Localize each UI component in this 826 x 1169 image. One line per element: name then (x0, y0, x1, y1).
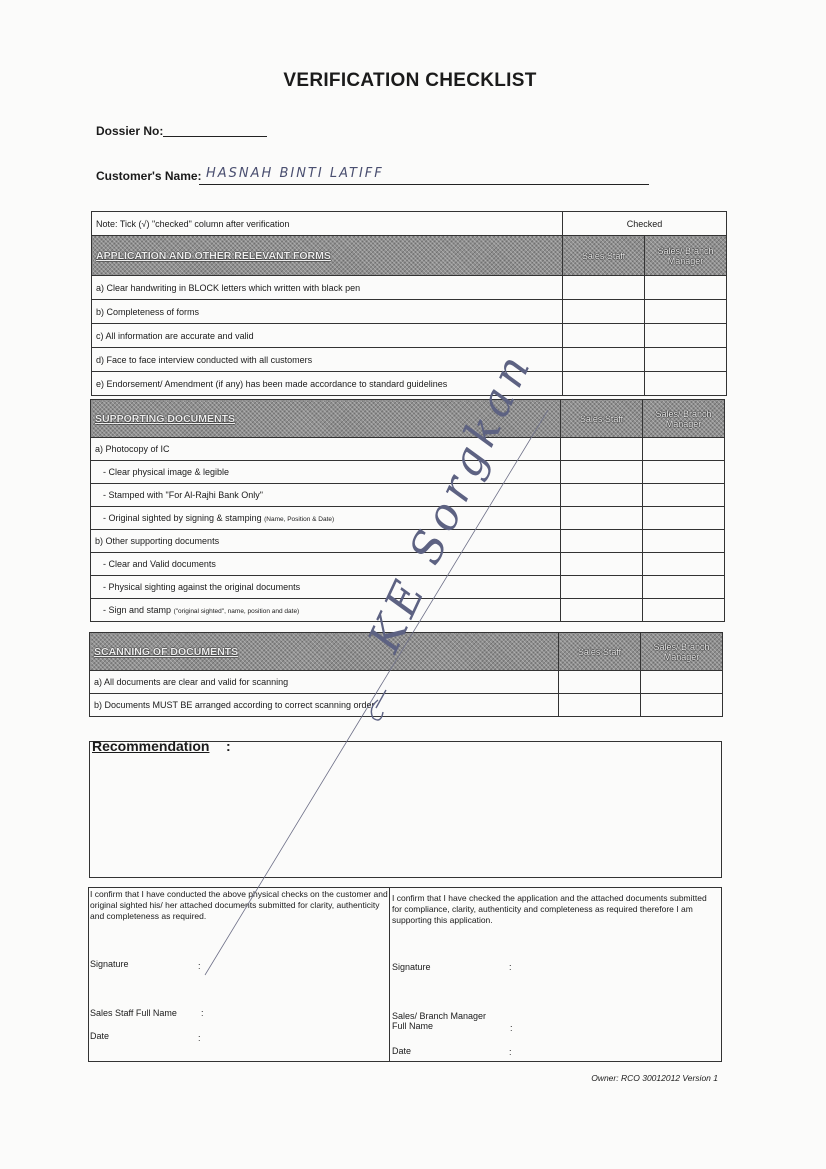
col-sales-manager: Sales/ Branch Manager (643, 400, 725, 438)
section-title-scanning: SCANNING OF DOCUMENTS (90, 633, 559, 671)
checklist-subitem: - Physical sighting against the original documents (91, 576, 561, 599)
dossier-label: Dossier No: (96, 124, 164, 138)
manager-signature-field[interactable]: : (509, 962, 512, 972)
col-sales-staff: Sales Staff (559, 633, 641, 671)
checklist-item: a) Clear handwriting in BLOCK letters which written with black pen (92, 276, 563, 300)
checklist-subitem-note: (Name, Position & Date) (264, 516, 335, 523)
checklist-subitem: - Clear physical image & legible (91, 461, 561, 484)
sales-staff-date-field[interactable]: : (198, 1033, 201, 1043)
recommendation-label: Recommendation (92, 738, 210, 754)
manager-date-label: Date (392, 1046, 412, 1056)
sales-staff-date-label: Date (90, 1031, 110, 1041)
sales-staff-name-field[interactable]: : (201, 1008, 204, 1018)
section-title-application: APPLICATION AND OTHER RELEVANT FORMS (92, 236, 563, 276)
customer-name-label: Customer's Name: (96, 169, 202, 183)
pen-stroke-letter (371, 690, 386, 720)
pen-stroke-line (205, 410, 548, 975)
checklist-item: b) Other supporting documents (91, 530, 561, 553)
sales-staff-confirmation: I confirm that I have conducted the above physical checks on the customer and original sighted his/ her attached documents submitted for clarity, authenticity and completeness as required. (90, 889, 388, 921)
section-title-supporting: SUPPORTING DOCUMENTS (91, 400, 561, 438)
customer-name-value[interactable]: HASNAH BINTI LATIFF (206, 166, 384, 181)
manager-name-label: Sales/ Branch Manager Full Name (392, 1011, 487, 1031)
checklist-subitem: - Stamped with "For Al-Rajhi Bank Only" (91, 484, 561, 507)
sales-staff-signature-field[interactable]: : (198, 961, 201, 971)
manager-confirmation: I confirm that I have checked the application and the attached documents submitted for compliance, clarity, authenticity and completeness as required therefore I am supporting this application. (392, 893, 707, 925)
col-sales-staff: Sales Staff (561, 400, 643, 438)
checklist-item: b) Documents MUST BE arranged according to correct scanning order (90, 694, 559, 717)
col-sales-staff: Sales Staff (563, 236, 645, 276)
manager-signature-label: Signature (392, 962, 431, 972)
checklist-subitem-text: - Sign and stamp (103, 605, 172, 615)
checked-header: Checked (563, 212, 727, 236)
checklist-subitem-text: - Original sighted by signing & stamping (103, 513, 262, 523)
checklist-item: b) Completeness of forms (92, 300, 563, 324)
sales-staff-name-label: Sales Staff Full Name (90, 1008, 177, 1018)
recommendation-colon: : (226, 738, 231, 754)
checklist-item: a) Photocopy of IC (91, 438, 561, 461)
document-title: VERIFICATION CHECKLIST (283, 70, 537, 91)
checklist-item: d) Face to face interview conducted with all customers (92, 348, 563, 372)
note-cell: Note: Tick (√) "checked" column after verification (92, 212, 563, 236)
col-sales-manager: Sales/ Branch Manager (641, 633, 723, 671)
checklist-subitem: - Clear and Valid documents (91, 553, 561, 576)
document-owner-footer: Owner: RCO 30012012 Version 1 (591, 1073, 718, 1083)
handwritten-annotation-text: KE Sorgkan (358, 342, 543, 660)
checklist-item: a) All documents are clear and valid for scanning (90, 671, 559, 694)
sales-staff-signature-label: Signature (90, 959, 129, 969)
checklist-subitem-note: ("original sighted", name, position and date) (173, 608, 300, 615)
col-sales-manager: Sales/ Branch Manager (645, 236, 727, 276)
manager-date-field[interactable]: : (509, 1047, 512, 1057)
checklist-item: c) All information are accurate and valid (92, 324, 563, 348)
manager-name-field[interactable]: : (510, 1023, 513, 1033)
checklist-item: e) Endorsement/ Amendment (if any) has been made accordance to standard guidelines (92, 372, 563, 396)
